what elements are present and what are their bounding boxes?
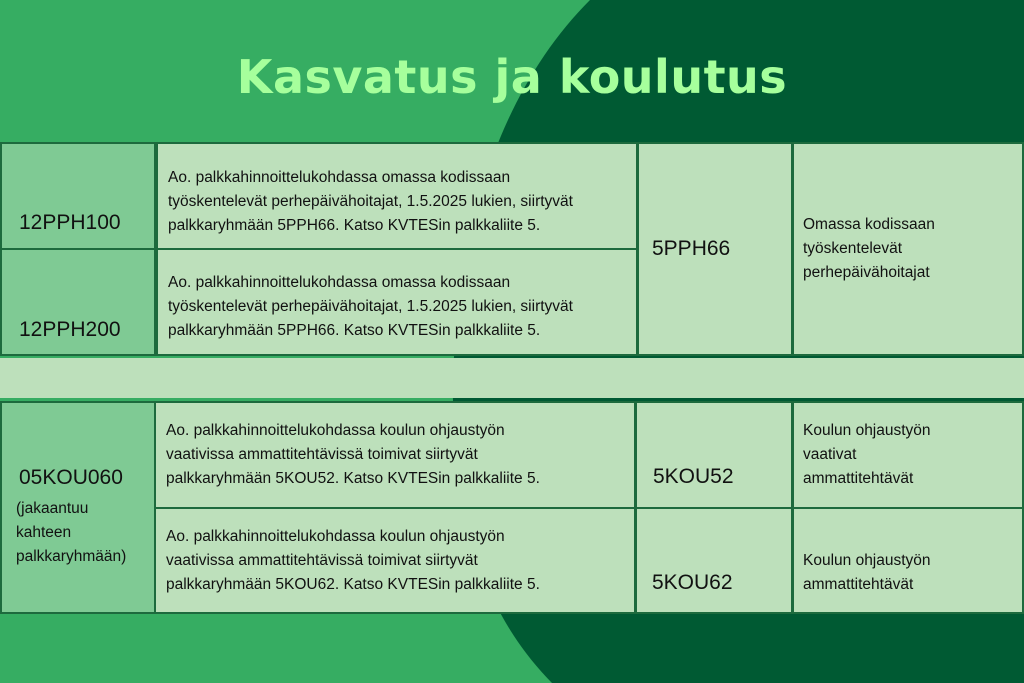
new-group-cell-5kou52 — [635, 401, 793, 509]
page-title: Kasvatus ja koulutus — [236, 50, 788, 104]
description-text: Ao. palkkahinnoittelukohdassa omassa kodissaan työskentelevät perhepäivähoitajat, 1.5.2025 lukien, siirtyvät palkkaryhmään 5PPH66. Katso KVTESin palkkaliite 5. — [168, 274, 573, 339]
new-group-label: 5KOU52 — [653, 465, 734, 488]
description-cell — [156, 248, 638, 356]
old-code-label: 12PPH100 — [19, 211, 121, 234]
role-cell — [792, 507, 1024, 614]
description-text: Ao. palkkahinnoittelukohdassa koulun ohjaustyön vaativissa ammattitehtävissä toimivat siirtyvät palkkaryhmään 5KOU52. Katso KVTESin palkkaliite 5. — [166, 422, 540, 487]
description-cell — [156, 142, 638, 250]
code-note: (jakaantuu kahteen palkkaryhmään) — [16, 500, 127, 565]
code-cell-05kou060 — [0, 401, 156, 614]
code-cell-12pph100 — [0, 142, 156, 250]
description-cell — [154, 507, 636, 614]
role-text: Koulun ohjaustyön vaativat ammattitehtävät — [803, 422, 931, 487]
description-cell — [154, 401, 636, 509]
description-text: Ao. palkkahinnoittelukohdassa koulun ohjaustyön vaativissa ammattitehtävissä toimivat siirtyvät palkkaryhmään 5KOU62. Katso KVTESin palkkaliite 5. — [166, 528, 540, 593]
new-group-cell-5pph66 — [637, 142, 793, 356]
role-text: Koulun ohjaustyön ammattitehtävät — [803, 552, 931, 593]
role-cell — [792, 142, 1024, 356]
new-group-label: 5PPH66 — [652, 237, 731, 260]
new-group-label: 5KOU62 — [652, 571, 733, 594]
new-group-cell-5kou62 — [635, 507, 793, 614]
role-cell — [792, 401, 1024, 509]
description-text: Ao. palkkahinnoittelukohdassa omassa kodissaan työskentelevät perhepäivähoitajat, 1.5.2025 lukien, siirtyvät palkkaryhmään 5PPH66. Katso KVTESin palkkaliite 5. — [168, 169, 573, 234]
role-text: Omassa kodissaan työskentelevät perhepäivähoitajat — [803, 216, 935, 281]
old-code-label: 05KOU060 — [19, 466, 123, 489]
code-cell-12pph200 — [0, 248, 156, 356]
separator-band — [0, 358, 1024, 398]
old-code-label: 12PPH200 — [19, 318, 121, 341]
